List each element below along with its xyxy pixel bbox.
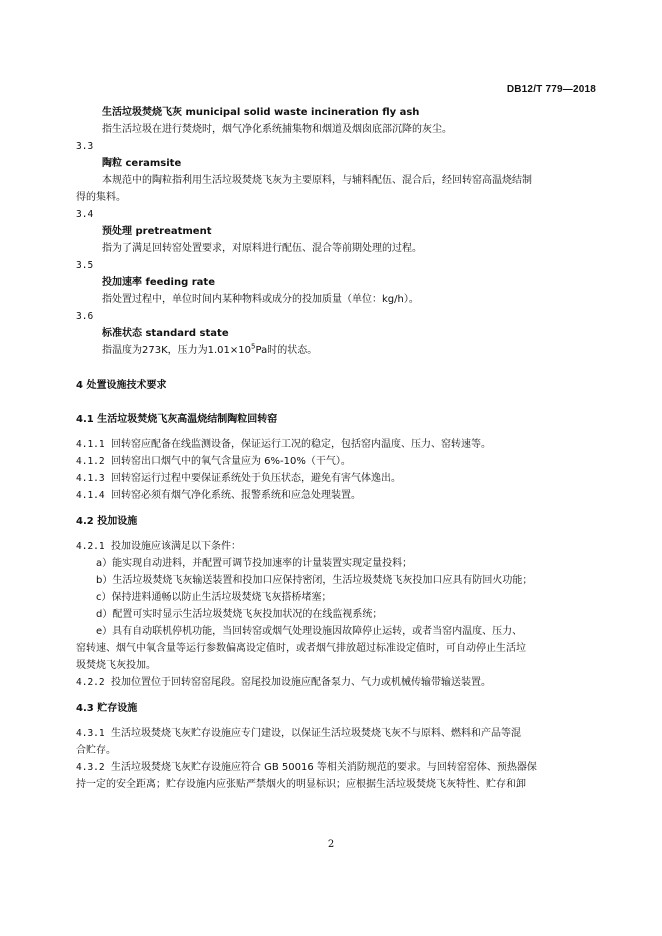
subsection-heading: 4.3 贮存设施 xyxy=(76,703,138,714)
term-definition: 本规范中的陶粒指利用生活垃圾焚烧飞灰为主要原料，与辅料配伍、混合后，经回转窑高温烧结制 xyxy=(102,175,532,186)
term-title: 预处理 pretreatment xyxy=(102,226,212,237)
term-definition: 指生活垃圾在进行焚烧时，烟气净化系统捕集物和烟道及烟囱底部沉降的灰尘。 xyxy=(102,124,452,135)
term-definition-cont: 得的集料。 xyxy=(76,192,126,203)
clause-item: 4.2.1 投加设施应该满足以下条件： xyxy=(76,541,241,552)
term-definition: 指为了满足回转窑处置要求，对原料进行配伍、混合等前期处理的过程。 xyxy=(102,243,422,254)
term-title: 生活垃圾焚烧飞灰 municipal solid waste incineration fly ash xyxy=(102,107,420,118)
section-heading: 4 处置设施技术要求 xyxy=(76,380,167,391)
exponent: 5 xyxy=(251,342,256,351)
term-title: 标准状态 standard state xyxy=(102,328,229,339)
clause-item: 4.1.3 回转窑运行过程中要保证系统处于负压状态，避免有害气体逸出。 xyxy=(76,473,401,484)
condition-item: e）具有自动联机停机功能，当回转窑或烟气处理设施因故障停止运转，或者当窑内温度、压力、 xyxy=(96,626,523,637)
term-title: 陶粒 ceramsite xyxy=(102,158,182,169)
subsection-heading: 4.1 生活垃圾焚烧飞灰高温烧结制陶粒回转窑 xyxy=(76,414,278,425)
term-number: 3.3 xyxy=(76,141,94,152)
page-body xyxy=(76,104,596,793)
clause-item-cont: 合贮存。 xyxy=(76,745,116,756)
condition-item: a）能实现自动进料，并配置可调节投加速率的计量装置实现定量投料； xyxy=(96,558,413,569)
clause-item: 4.3.1 生活垃圾焚烧飞灰贮存设施应专门建设，以保证生活垃圾焚烧飞灰不与原料、燃料和产品等混 xyxy=(76,728,521,739)
term-number: 3.4 xyxy=(76,209,94,220)
term-number: 3.6 xyxy=(76,311,94,322)
term-definition: 指温度为273K，压力为$1.01\times 10^5Pa$时的状态。 xyxy=(102,342,318,356)
condition-item: c）保持进料通畅以防止生活垃圾焚烧飞灰搭桥堵塞； xyxy=(96,592,332,603)
condition-item: b）生活垃圾焚烧飞灰输送装置和投加口应保持密闭，生活垃圾焚烧飞灰投加口应具有防回火功能； xyxy=(96,575,533,586)
clause-item: 4.1.1 回转窑应配备在线监测设备，保证运行工况的稳定，包括窑内温度、压力、窑转速等。 xyxy=(76,439,491,450)
clause-item-cont: 持一定的安全距离；贮存设施内应张贴严禁烟火的明显标识；应根据生活垃圾焚烧飞灰特性、贮存和卸 xyxy=(76,779,526,790)
page-number: 2 xyxy=(327,839,335,850)
clause-item: 4.1.2 回转窑出口烟气中的氧气含量应为 6%-10%（干气）。 xyxy=(76,456,351,467)
clause-item: 4.3.2 生活垃圾焚烧飞灰贮存设施应符合 GB 50016 等相关消防规范的要求。与回转窑窑体、预热器保 xyxy=(76,762,537,773)
condition-item-cont: 圾焚烧飞灰投加。 xyxy=(76,660,156,671)
clause-item: 4.1.4 回转窑必须有烟气净化系统、报警系统和应急处理装置。 xyxy=(76,490,361,501)
condition-item-cont: 窑转速、烟气中氧含量等运行参数偏离设定值时，或者烟气排放超过标准设定值时，可自动停止生活垃 xyxy=(76,643,526,654)
term-definition: 指处置过程中，单位时间内某种物料或成分的投加质量（单位：kg/h）。 xyxy=(102,294,419,305)
condition-item: d）配置可实时显示生活垃圾焚烧飞灰投加状况的在线监视系统； xyxy=(96,609,383,620)
subsection-heading: 4.2 投加设施 xyxy=(76,516,138,527)
clause-item: 4.2.2 投加位置位于回转窑窑尾段。窑尾投加设施应配备泵力、气力或机械传输带输送装置。 xyxy=(76,677,491,688)
term-number: 3.5 xyxy=(76,260,94,271)
doc-code: DB12/T 779—2018 xyxy=(506,84,596,95)
term-title: 投加速率 feeding rate xyxy=(102,277,215,288)
